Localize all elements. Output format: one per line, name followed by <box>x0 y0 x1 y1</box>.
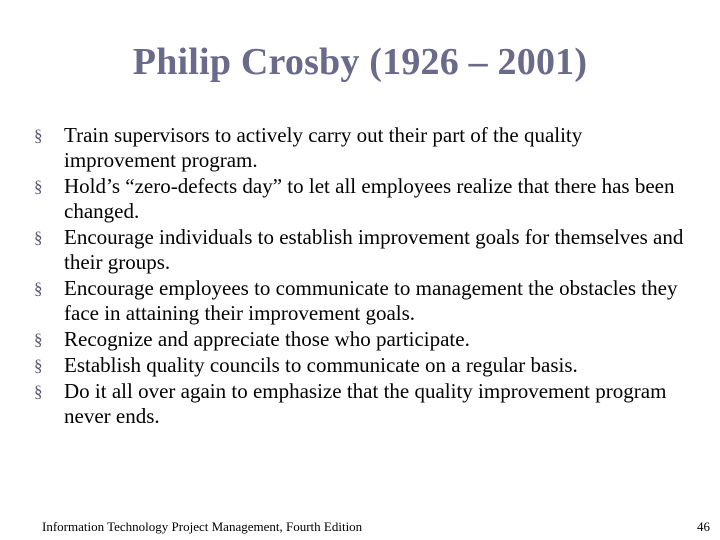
bullet-item <box>34 123 694 173</box>
bullet-item <box>34 225 694 275</box>
bullet-item <box>34 327 694 352</box>
bullet-text: Train supervisors to actively carry out their part of the quality improvement program. <box>64 123 583 172</box>
bullet-icon: § <box>34 177 43 196</box>
page-number: 46 <box>697 519 710 534</box>
bullet-text: Do it all over again to emphasize that the quality improvement program never ends. <box>64 379 667 428</box>
bullet-text: Encourage individuals to establish improvement goals for themselves and their groups. <box>64 225 684 274</box>
bullet-list <box>34 123 694 430</box>
bullet-icon: § <box>34 356 43 375</box>
bullet-icon: § <box>34 330 43 349</box>
footer-text: Information Technology Project Management, Fourth Edition <box>42 519 363 534</box>
bullet-text: Encourage employees to communicate to management the obstacles they face in attaining their improvement goals. <box>64 276 678 325</box>
bullet-item <box>34 174 694 224</box>
bullet-icon: § <box>34 228 43 247</box>
bullet-text: Hold’s “zero-defects day” to let all employees realize that there has been changed. <box>64 174 675 223</box>
bullet-icon: § <box>34 382 43 401</box>
bullet-text: Recognize and appreciate those who participate. <box>64 327 470 351</box>
slide-title: Philip Crosby (1926 – 2001) <box>132 41 588 83</box>
bullet-item <box>34 379 694 429</box>
bullet-icon: § <box>34 126 43 145</box>
bullet-text: Establish quality councils to communicate on a regular basis. <box>64 353 578 377</box>
bullet-icon: § <box>34 279 43 298</box>
bullet-item <box>34 353 694 378</box>
bullet-item <box>34 276 694 326</box>
